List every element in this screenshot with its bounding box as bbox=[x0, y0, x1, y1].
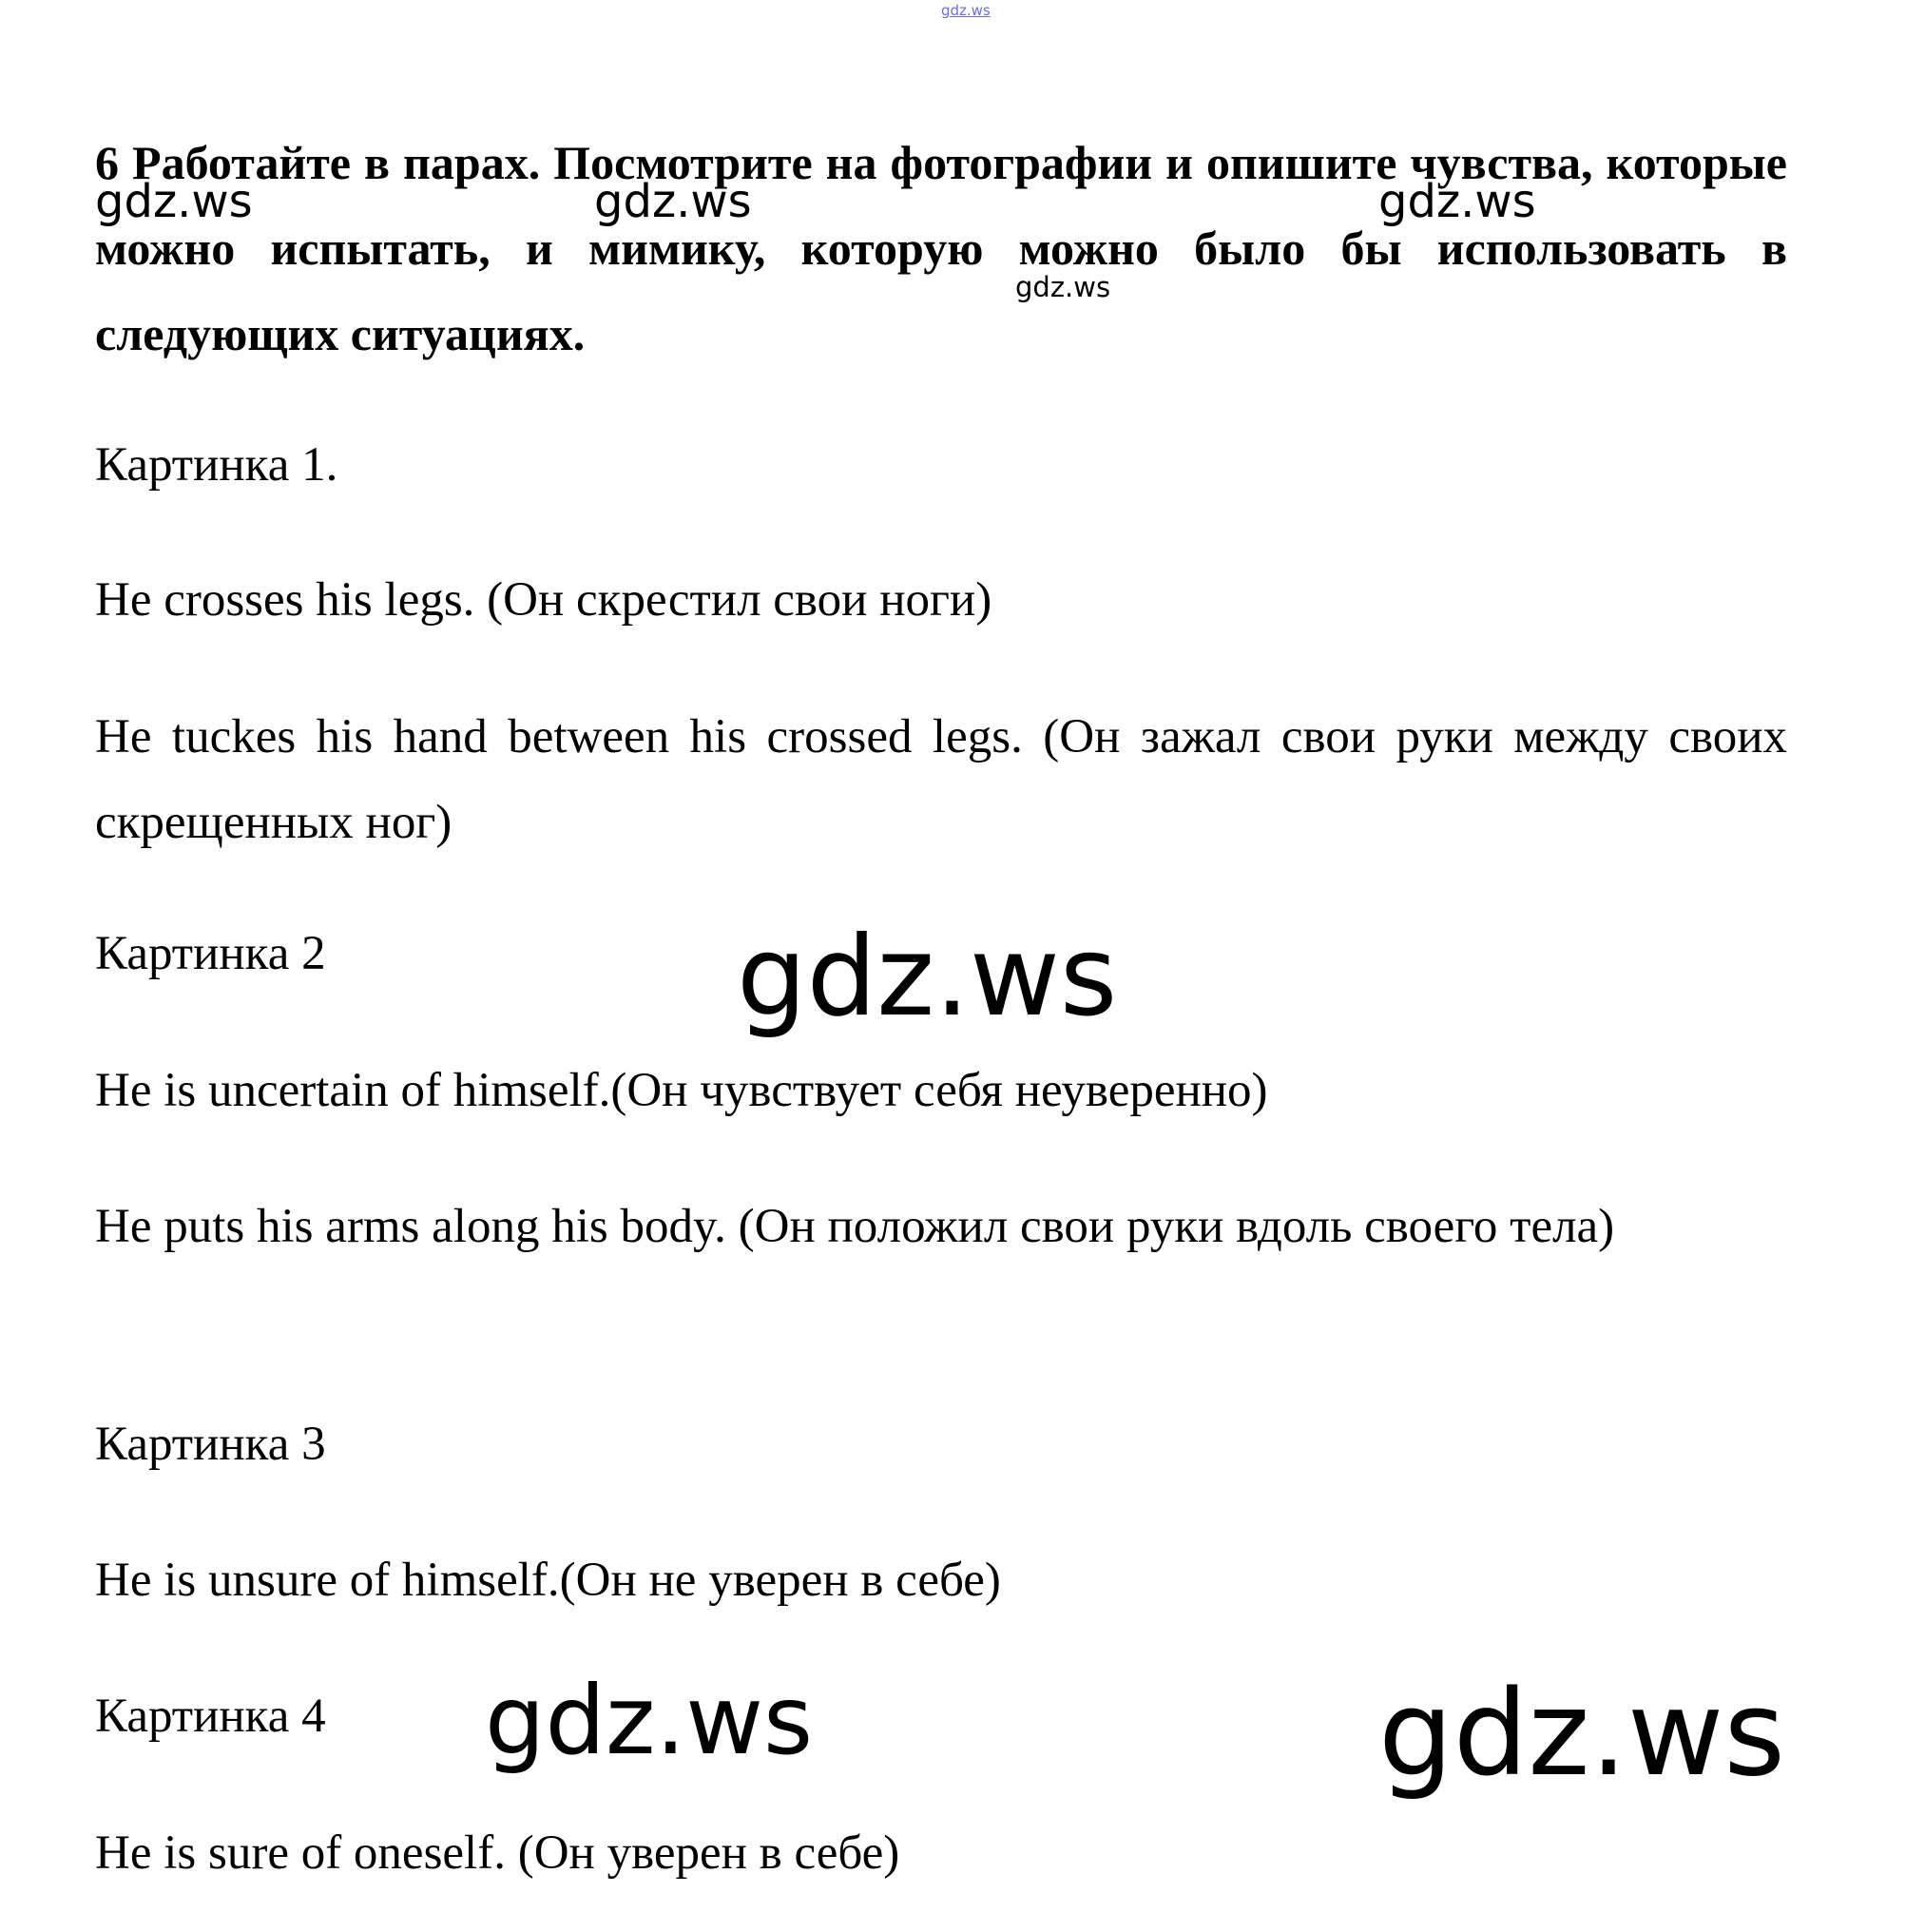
exercise-heading: 6 Работайте в парах. Посмотрите на фотографии и опишите чувства, которые можно испытать, и мимику, которую можно было бы использовать в следующих ситуациях. bbox=[95, 136, 1787, 360]
picture-1-line-1: He crosses his legs. (Он скрестил свои ноги) bbox=[95, 573, 992, 627]
watermark-middle-large: gdz.ws bbox=[737, 913, 1118, 1041]
watermark-heading-right: gdz.ws bbox=[1378, 175, 1536, 228]
watermark-top-link[interactable]: gdz.ws bbox=[941, 2, 991, 19]
picture-2-line-1: He is uncertain of himself.(Он чувствует себя неуверенно) bbox=[95, 1064, 1268, 1117]
watermark-bottom-right: gdz.ws bbox=[1378, 1666, 1785, 1803]
picture-3-line-1: He is unsure of himself.(Он не уверен в себе) bbox=[95, 1554, 1001, 1607]
picture-4-label: Картинка 4 bbox=[95, 1690, 326, 1743]
picture-1-label: Картинка 1. bbox=[95, 438, 338, 492]
picture-1-line-2: He tuckes his hand between his crossed legs. (Он зажал свои руки между своих скрещенных ног) bbox=[95, 710, 1787, 849]
picture-3-label: Картинка 3 bbox=[95, 1418, 326, 1471]
picture-2-label: Картинка 2 bbox=[95, 927, 326, 980]
picture-2-line-2: He puts his arms along his body. (Он положил свои руки вдоль своего тела) bbox=[95, 1200, 1615, 1253]
watermark-heading-small: gdz.ws bbox=[1015, 271, 1111, 303]
watermark-heading-left: gdz.ws bbox=[95, 175, 253, 228]
watermark-heading-center: gdz.ws bbox=[594, 175, 752, 228]
picture-4-line-1: He is sure of oneself. (Он уверен в себе) bbox=[95, 1826, 900, 1880]
watermark-bottom-left: gdz.ws bbox=[485, 1665, 814, 1776]
